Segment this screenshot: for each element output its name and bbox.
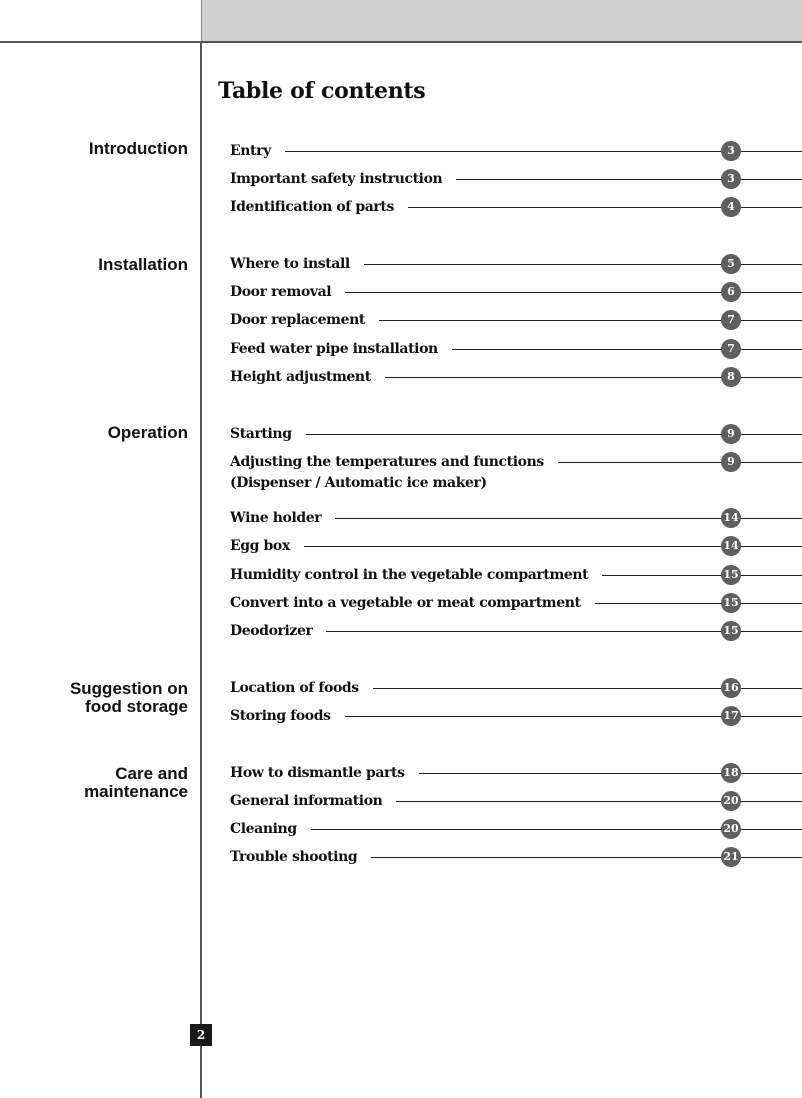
margin-divider [200,41,202,1098]
toc-entry-title: Starting [230,424,306,444]
header-rule [0,41,802,43]
page-number-badge: 14 [721,536,741,556]
toc-entry-title: Feed water pipe installation [230,339,452,359]
header-band [201,0,802,41]
page-number-badge: 4 [721,197,741,217]
section-label-line: Suggestion on [69,679,188,698]
page-number-badge: 7 [721,339,741,359]
page-number-badge: 9 [721,424,741,444]
page-number-badge: 20 [721,819,741,839]
toc-entry[interactable] [230,282,802,302]
toc-entry-title: Cleaning [230,819,311,839]
toc-entry-title: Door replacement [230,310,379,330]
section-label-line: Introduction [88,139,188,158]
toc-entry-title: Wine holder [230,508,335,528]
section-label-introduction [89,140,188,158]
toc-entry[interactable] [230,141,802,161]
toc-entry[interactable] [230,339,802,359]
section-label-operation [108,424,188,442]
toc-entry-title: General information [230,791,396,811]
leader-line [230,434,802,435]
toc-entry-title: Deodorizer [230,621,326,641]
toc-entry[interactable] [230,452,802,491]
toc-entry[interactable] [230,593,802,613]
leader-line [230,829,802,830]
toc-entry[interactable] [230,536,802,556]
section-label-care-maintenance [84,765,188,801]
page-number-badge: 6 [721,282,741,302]
page-number-badge: 8 [721,367,741,387]
toc-entry-title: Convert into a vegetable or meat compartment [230,593,595,613]
section-label-line: Installation [98,255,188,274]
toc-entry-title: Storing foods [230,706,345,726]
section-label-line: food storage [85,697,188,716]
page-number-badge: 5 [721,254,741,274]
toc-entry[interactable] [230,424,802,444]
toc-entry[interactable] [230,367,802,387]
page-number-badge: 18 [721,763,741,783]
page-number-badge: 21 [721,847,741,867]
page-number: 2 [190,1024,212,1046]
toc-entry-title: Where to install [230,254,364,274]
toc-entry[interactable] [230,763,802,783]
toc-entry-subtitle: (Dispenser / Automatic ice maker) [230,475,487,491]
toc-entry[interactable] [230,791,802,811]
toc-entry[interactable] [230,706,802,726]
toc-entry-title: Location of foods [230,678,373,698]
page-number-badge: 16 [721,678,741,698]
section-label-line: Care and [115,764,188,783]
section-label-line: Operation [107,423,188,442]
toc-entry-title: Identification of parts [230,197,408,217]
page-number-badge: 14 [721,508,741,528]
toc-entry-title: Important safety instruction [230,169,456,189]
toc-entry-title: Door removal [230,282,345,302]
toc-entry[interactable] [230,819,802,839]
toc-entry[interactable] [230,621,802,641]
toc-entry-title: Humidity control in the vegetable compartment [230,565,602,585]
page-number-badge: 15 [721,621,741,641]
page-number-badge: 15 [721,565,741,585]
page-number-badge: 7 [721,310,741,330]
toc-entry[interactable] [230,169,802,189]
page-number-badge: 9 [721,452,741,472]
toc-entry[interactable] [230,197,802,217]
section-label-installation [98,256,188,274]
toc-entry-title: Egg box [230,536,304,556]
page-number-badge: 17 [721,706,741,726]
page-title: Table of contents [218,78,426,104]
page-number-badge: 3 [721,141,741,161]
page-number-badge: 3 [721,169,741,189]
toc-entry-title: How to dismantle parts [230,763,419,783]
section-label-line: maintenance [84,782,188,801]
page-number-badge: 15 [721,593,741,613]
page-number-badge: 20 [721,791,741,811]
toc-entry-title: Adjusting the temperatures and functions [230,452,558,472]
toc-entry[interactable] [230,847,802,867]
toc-entry[interactable] [230,254,802,274]
toc-entry-title: Entry [230,141,285,161]
toc-entry-title: Trouble shooting [230,847,371,867]
toc-entry[interactable] [230,678,802,698]
toc-entry[interactable] [230,508,802,528]
section-label-food-storage [70,680,188,716]
toc-entry[interactable] [230,310,802,330]
leader-line [230,151,802,152]
toc-entry[interactable] [230,565,802,585]
toc-entry-title: Height adjustment [230,367,385,387]
leader-line [230,546,802,547]
